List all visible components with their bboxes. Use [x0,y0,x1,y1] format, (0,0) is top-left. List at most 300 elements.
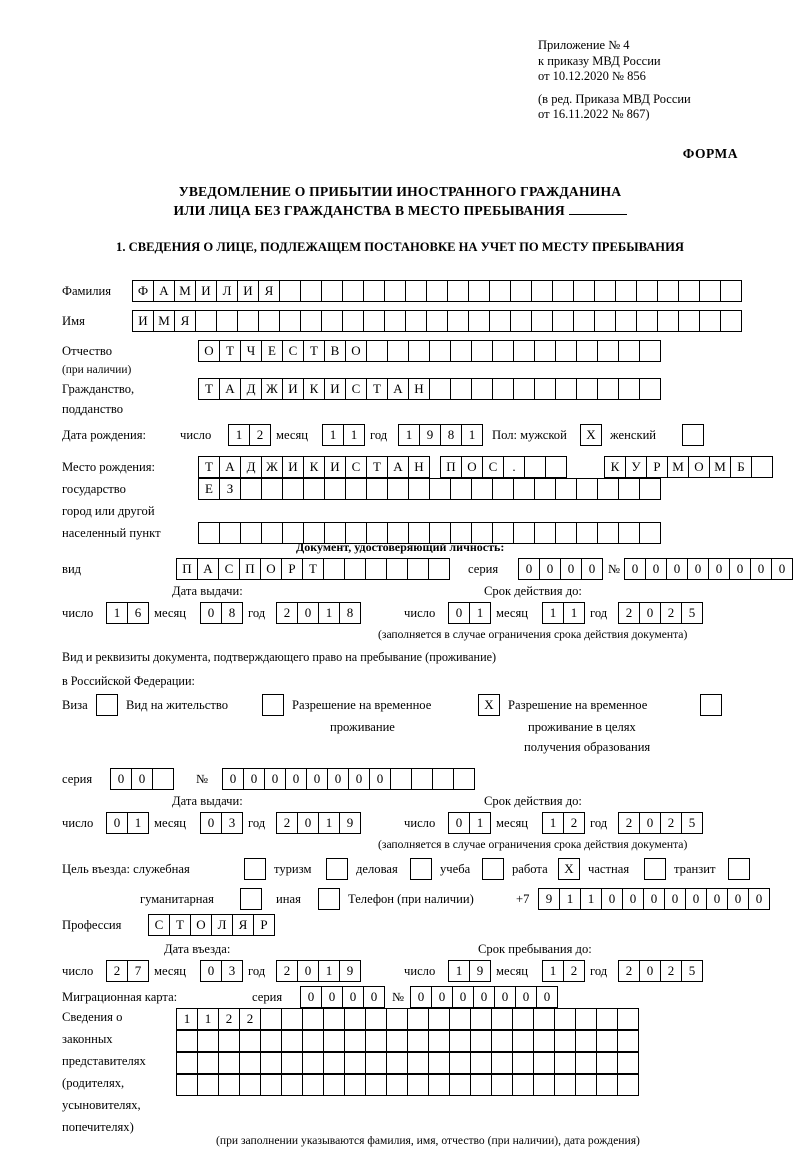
cell[interactable]: 1 [580,888,602,910]
field-stay-number[interactable] [222,768,474,790]
cell[interactable] [240,522,262,544]
cell[interactable]: 1 [469,602,491,624]
cell[interactable] [407,1030,429,1052]
cell[interactable]: Ж [261,378,283,400]
cell[interactable]: П [239,558,261,580]
cell[interactable] [260,1030,282,1052]
cell[interactable] [426,310,448,332]
cell[interactable] [239,1052,261,1074]
checkbox-female[interactable] [682,424,704,446]
cell[interactable]: 5 [681,960,703,982]
cell[interactable] [260,1008,282,1030]
cell[interactable]: И [282,378,304,400]
cell[interactable] [345,478,367,500]
cell[interactable]: 0 [708,558,730,580]
cell[interactable]: 0 [363,986,385,1008]
cell[interactable]: . [503,456,525,478]
cell[interactable] [240,478,262,500]
cell[interactable]: Т [219,340,241,362]
cell[interactable] [513,378,535,400]
checkbox-purpose-humanitarian[interactable] [240,888,262,910]
cell[interactable]: 0 [494,986,516,1008]
field-stay-issue-month[interactable] [200,812,242,834]
cell[interactable]: 0 [685,888,707,910]
field-legal-row2[interactable] [176,1030,638,1052]
cell[interactable] [554,1052,576,1074]
field-doc-kind[interactable] [176,558,449,580]
cell[interactable] [576,340,598,362]
cell[interactable] [531,280,553,302]
cell[interactable]: 2 [239,1008,261,1030]
cell[interactable]: Д [240,456,262,478]
cell[interactable]: Ф [132,280,154,302]
cell[interactable]: 2 [563,812,585,834]
cell[interactable] [387,340,409,362]
cell[interactable] [552,310,574,332]
cell[interactable]: 0 [297,812,319,834]
field-stayto-month[interactable] [542,960,584,982]
cell[interactable]: Р [281,558,303,580]
cell[interactable] [512,1052,534,1074]
field-stayto-year[interactable] [618,960,702,982]
cell[interactable]: Ж [261,456,283,478]
cell[interactable]: 7 [127,960,149,982]
cell[interactable] [534,378,556,400]
cell[interactable] [300,280,322,302]
cell[interactable] [468,280,490,302]
checkbox-edu-residence[interactable] [700,694,722,716]
field-doc-valid-month[interactable] [542,602,584,624]
cell[interactable]: 0 [342,986,364,1008]
checkbox-male[interactable]: X [580,424,602,446]
cell[interactable] [428,1074,450,1096]
checkbox-purpose-study[interactable] [482,858,504,880]
cell[interactable]: 2 [563,960,585,982]
cell[interactable]: 1 [106,602,128,624]
cell[interactable] [513,340,535,362]
cell[interactable] [657,280,679,302]
field-mig-number[interactable] [410,986,557,1008]
cell[interactable]: 0 [687,558,709,580]
cell[interactable]: 2 [660,812,682,834]
cell[interactable]: Р [646,456,668,478]
cell[interactable]: 1 [542,812,564,834]
cell[interactable] [450,378,472,400]
field-doc-issue-month[interactable] [200,602,242,624]
cell[interactable] [218,1030,240,1052]
cell[interactable] [720,310,742,332]
cell[interactable] [636,310,658,332]
cell[interactable]: 3 [221,960,243,982]
cell[interactable] [471,478,493,500]
cell[interactable]: 1 [559,888,581,910]
cell[interactable]: 0 [327,768,349,790]
cell[interactable] [302,1074,324,1096]
cell[interactable]: С [148,914,170,936]
cell[interactable] [657,310,679,332]
cell[interactable]: 0 [639,960,661,982]
cell[interactable] [323,1052,345,1074]
cell[interactable]: 2 [618,602,640,624]
cell[interactable]: 1 [127,812,149,834]
cell[interactable]: 9 [339,812,361,834]
field-profession[interactable] [148,914,274,936]
cell[interactable] [596,1008,618,1030]
cell[interactable]: 0 [639,812,661,834]
cell[interactable] [492,478,514,500]
cell[interactable] [751,456,773,478]
cell[interactable] [344,1052,366,1074]
cell[interactable] [363,280,385,302]
cell[interactable]: 0 [750,558,772,580]
cell[interactable]: 0 [297,602,319,624]
cell[interactable] [450,478,472,500]
cell[interactable]: 8 [221,602,243,624]
cell[interactable]: 0 [222,768,244,790]
cell[interactable] [303,478,325,500]
cell[interactable] [699,310,721,332]
cell[interactable]: О [688,456,710,478]
cell[interactable]: М [153,310,175,332]
cell[interactable] [408,340,430,362]
cell[interactable]: 1 [343,424,365,446]
cell[interactable]: 1 [197,1008,219,1030]
cell[interactable] [533,1074,555,1096]
cell[interactable] [176,1074,198,1096]
cell[interactable]: Н [408,378,430,400]
cell[interactable] [366,478,388,500]
cell[interactable] [576,522,598,544]
cell[interactable]: 1 [542,602,564,624]
cell[interactable] [491,1052,513,1074]
cell[interactable] [492,340,514,362]
cell[interactable]: 0 [706,888,728,910]
field-birth-month[interactable] [322,424,364,446]
field-stay-issue-year[interactable] [276,812,360,834]
cell[interactable]: 1 [563,602,585,624]
cell[interactable]: 9 [419,424,441,446]
cell[interactable] [386,558,408,580]
cell[interactable] [489,280,511,302]
cell[interactable]: 2 [249,424,271,446]
cell[interactable] [575,1052,597,1074]
cell[interactable] [575,1030,597,1052]
cell[interactable] [428,1008,450,1030]
cell[interactable]: Р [253,914,275,936]
cell[interactable]: 0 [369,768,391,790]
cell[interactable] [545,456,567,478]
cell[interactable] [387,478,409,500]
field-stay-series[interactable] [110,768,173,790]
cell[interactable]: 0 [348,768,370,790]
cell[interactable] [432,768,454,790]
cell[interactable] [344,1030,366,1052]
cell[interactable] [429,340,451,362]
field-doc-issue-year[interactable] [276,602,360,624]
cell[interactable] [428,558,450,580]
field-stay-issue-day[interactable] [106,812,148,834]
cell[interactable] [617,1030,639,1052]
cell[interactable]: 9 [339,960,361,982]
cell[interactable] [470,1030,492,1052]
cell[interactable]: 1 [318,812,340,834]
cell[interactable] [302,1008,324,1030]
cell[interactable] [575,1074,597,1096]
cell[interactable] [195,310,217,332]
checkbox-visa[interactable] [96,694,118,716]
cell[interactable] [261,478,283,500]
cell[interactable] [324,478,346,500]
cell[interactable]: Т [198,456,220,478]
cell[interactable]: 0 [448,602,470,624]
cell[interactable]: 0 [645,558,667,580]
checkbox-purpose-business[interactable] [410,858,432,880]
cell[interactable]: Т [366,456,388,478]
cell[interactable] [617,1052,639,1074]
cell[interactable]: О [260,558,282,580]
cell[interactable] [597,522,619,544]
cell[interactable] [512,1074,534,1096]
cell[interactable]: 1 [318,602,340,624]
cell[interactable]: 5 [681,812,703,834]
cell[interactable] [531,310,553,332]
cell[interactable]: 0 [664,888,686,910]
cell[interactable]: 1 [318,960,340,982]
field-mig-series[interactable] [300,986,384,1008]
cell[interactable] [323,1008,345,1030]
cell[interactable] [449,1074,471,1096]
field-stay-valid-month[interactable] [542,812,584,834]
cell[interactable] [453,768,475,790]
cell[interactable] [491,1074,513,1096]
cell[interactable]: 0 [200,960,222,982]
cell[interactable] [258,310,280,332]
cell[interactable]: 2 [660,960,682,982]
cell[interactable] [363,310,385,332]
cell[interactable] [639,522,661,544]
cell[interactable] [218,1052,240,1074]
cell[interactable]: Л [216,280,238,302]
cell[interactable]: Д [240,378,262,400]
cell[interactable] [618,378,640,400]
cell[interactable] [618,340,640,362]
cell[interactable]: 0 [643,888,665,910]
cell[interactable] [699,280,721,302]
cell[interactable]: 1 [176,1008,198,1030]
cell[interactable] [449,1052,471,1074]
cell[interactable]: 2 [618,960,640,982]
cell[interactable] [152,768,174,790]
cell[interactable]: С [282,340,304,362]
cell[interactable] [344,1008,366,1030]
field-stayto-day[interactable] [448,960,490,982]
cell[interactable]: И [282,456,304,478]
cell[interactable]: 0 [300,986,322,1008]
checkbox-residence[interactable] [262,694,284,716]
cell[interactable]: 0 [560,558,582,580]
cell[interactable]: У [625,456,647,478]
cell[interactable]: 0 [639,602,661,624]
field-name[interactable] [132,310,741,332]
cell[interactable] [428,1052,450,1074]
cell[interactable]: Н [408,456,430,478]
cell[interactable]: Т [303,340,325,362]
field-legal-row4[interactable] [176,1074,638,1096]
cell[interactable] [216,310,238,332]
cell[interactable] [429,378,451,400]
cell[interactable] [636,280,658,302]
field-citizenship[interactable] [198,378,660,400]
cell[interactable]: 0 [539,558,561,580]
cell[interactable] [533,1008,555,1030]
cell[interactable] [407,1052,429,1074]
field-birth-state[interactable] [198,456,429,478]
cell[interactable]: С [345,456,367,478]
field-legal-row1[interactable] [176,1008,638,1030]
cell[interactable]: 8 [339,602,361,624]
cell[interactable]: 0 [448,812,470,834]
field-entry-month[interactable] [200,960,242,982]
cell[interactable] [618,478,640,500]
cell[interactable]: 5 [681,602,703,624]
cell[interactable] [470,1052,492,1074]
cell[interactable] [405,310,427,332]
checkbox-purpose-work[interactable]: X [558,858,580,880]
cell[interactable] [365,1030,387,1052]
field-surname[interactable] [132,280,741,302]
cell[interactable] [678,280,700,302]
cell[interactable]: 1 [228,424,250,446]
checkbox-temp-residence[interactable]: X [478,694,500,716]
cell[interactable] [555,378,577,400]
cell[interactable]: 1 [322,424,344,446]
cell[interactable] [597,478,619,500]
field-entry-day[interactable] [106,960,148,982]
cell[interactable] [617,1074,639,1096]
cell[interactable] [573,310,595,332]
cell[interactable] [449,1030,471,1052]
cell[interactable] [281,1074,303,1096]
cell[interactable]: Б [730,456,752,478]
cell[interactable]: 0 [106,812,128,834]
cell[interactable] [678,310,700,332]
cell[interactable] [597,378,619,400]
cell[interactable] [575,1008,597,1030]
checkbox-purpose-private[interactable] [644,858,666,880]
cell[interactable] [281,1008,303,1030]
field-birth-place-middle[interactable] [440,456,566,478]
cell[interactable]: 2 [618,812,640,834]
cell[interactable]: О [461,456,483,478]
cell[interactable] [365,1008,387,1030]
cell[interactable]: Я [174,310,196,332]
cell[interactable]: А [387,378,409,400]
cell[interactable] [489,310,511,332]
cell[interactable]: Я [232,914,254,936]
cell[interactable] [615,280,637,302]
cell[interactable] [386,1030,408,1052]
cell[interactable]: 0 [410,986,432,1008]
cell[interactable]: Т [366,378,388,400]
cell[interactable] [342,310,364,332]
cell[interactable]: 0 [306,768,328,790]
cell[interactable]: И [132,310,154,332]
cell[interactable] [237,310,259,332]
cell[interactable] [323,1030,345,1052]
cell[interactable]: 2 [276,602,298,624]
cell[interactable] [260,1052,282,1074]
cell[interactable] [407,558,429,580]
cell[interactable]: 0 [624,558,646,580]
cell[interactable] [576,378,598,400]
cell[interactable] [510,310,532,332]
field-legal-row3[interactable] [176,1052,638,1074]
cell[interactable] [344,558,366,580]
cell[interactable]: 0 [473,986,495,1008]
cell[interactable]: 9 [469,960,491,982]
cell[interactable]: А [387,456,409,478]
cell[interactable] [407,1074,429,1096]
field-doc-valid-day[interactable] [448,602,490,624]
cell[interactable]: И [237,280,259,302]
cell[interactable]: 0 [243,768,265,790]
cell[interactable] [279,280,301,302]
cell[interactable]: 1 [542,960,564,982]
checkbox-purpose-transit[interactable] [728,858,750,880]
field-patronymic[interactable] [198,340,660,362]
field-stay-valid-year[interactable] [618,812,702,834]
cell[interactable]: М [174,280,196,302]
cell[interactable]: 0 [200,812,222,834]
cell[interactable] [618,522,640,544]
cell[interactable] [447,280,469,302]
cell[interactable] [408,478,430,500]
cell[interactable] [471,378,493,400]
cell[interactable] [344,1074,366,1096]
cell[interactable]: 0 [666,558,688,580]
field-phone[interactable] [538,888,769,910]
cell[interactable] [281,1052,303,1074]
cell[interactable] [533,1030,555,1052]
cell[interactable]: 2 [276,960,298,982]
cell[interactable]: Т [302,558,324,580]
cell[interactable] [197,1052,219,1074]
cell[interactable] [555,522,577,544]
cell[interactable]: 0 [431,986,453,1008]
cell[interactable]: 0 [601,888,623,910]
cell[interactable]: 1 [461,424,483,446]
cell[interactable] [639,340,661,362]
cell[interactable] [365,1074,387,1096]
cell[interactable]: 9 [538,888,560,910]
cell[interactable] [554,1030,576,1052]
cell[interactable]: Ч [240,340,262,362]
cell[interactable]: К [303,456,325,478]
cell[interactable] [390,768,412,790]
cell[interactable]: О [345,340,367,362]
cell[interactable]: 1 [398,424,420,446]
cell[interactable]: З [219,478,241,500]
cell[interactable]: П [440,456,462,478]
cell[interactable] [197,1030,219,1052]
cell[interactable]: Я [258,280,280,302]
cell[interactable] [300,310,322,332]
cell[interactable] [405,280,427,302]
cell[interactable] [323,558,345,580]
cell[interactable] [429,478,451,500]
cell[interactable]: С [345,378,367,400]
cell[interactable]: 0 [748,888,770,910]
